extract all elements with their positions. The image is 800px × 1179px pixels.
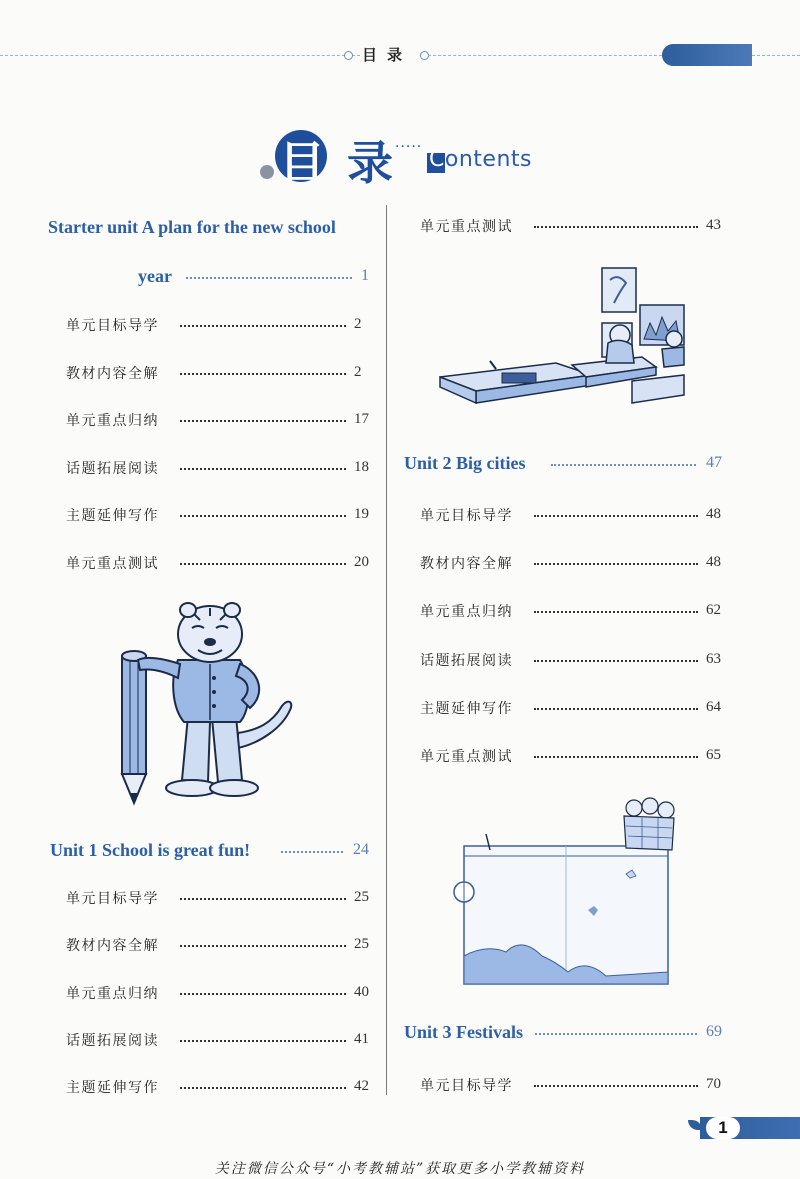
toc-section-label[interactable]: 教材内容全解 [66,365,159,382]
toc-section-leader [180,898,346,900]
toc-section-label[interactable]: 单元重点测试 [420,749,513,765]
toc-section-leader [180,563,346,565]
title-char-2: 录 [347,136,393,190]
toc-section-leader [534,1085,698,1087]
toc-section-label[interactable]: 话题拓展阅读 [66,460,159,477]
toc-section-leader [180,515,346,517]
toc-section-leader [180,945,346,947]
toc-section-leader [534,708,698,710]
children-icon [624,798,674,850]
toc-section-page: 2 [354,316,362,332]
toc-section-page: 42 [354,1078,369,1095]
starter-leader [186,277,352,279]
title-english [429,147,532,172]
toc-section-label[interactable]: 教材内容全解 [420,556,513,573]
toc-section-label[interactable]: 主题延伸写作 [66,508,159,524]
toc-section-label[interactable]: 单元重点归纳 [420,604,513,621]
toc-section-page: 48 [706,554,721,571]
toc-section-leader [180,468,346,470]
toc-section-page: 18 [354,458,369,475]
unit3-leader [535,1033,697,1035]
toc-section-page: 62 [706,602,721,619]
classroom-illustration [436,265,686,415]
toc-section-leader [534,611,698,613]
toc-section-leader [180,1087,346,1089]
toc-section-label[interactable]: 主题延伸写作 [66,1080,159,1097]
header-dot-left [344,51,353,60]
toc-section-label[interactable]: 单元重点归纳 [66,413,159,429]
title-dot [260,165,274,179]
map-illustration [446,796,686,992]
page-header [0,0,800,80]
poster-icon [602,268,636,312]
toc-section-label[interactable]: 话题拓展阅读 [66,1032,159,1049]
header-tab [662,44,752,66]
header-rule-left [0,55,360,56]
toc-section-page: 64 [706,698,721,715]
footer-note: 关注微信公众号“小考教辅站”获取更多小学教辅资料 [214,1161,586,1177]
toc-section-label[interactable]: 单元重点测试 [66,555,159,572]
toc-section-label[interactable]: 主题延伸写作 [420,700,513,717]
header-rule-right [428,55,662,56]
unit2-leader [551,464,696,466]
toc-section-page: 63 [706,650,721,667]
toc-section-label[interactable]: 单元目标导学 [420,508,513,524]
unit1-page: 24 [353,841,369,858]
toc-section-leader [534,515,698,517]
toc-section-page: 48 [706,506,721,522]
toc-section-page: 19 [354,506,369,522]
unit3-title[interactable]: Unit 3 Festivals [404,1022,523,1042]
starter-page: 1 [361,267,369,284]
toc-section-page: 20 [354,553,369,570]
toc-section-page: 65 [706,747,721,763]
title-dots: ····· [395,139,423,155]
toc-section-page: 41 [354,1030,369,1047]
toc-section-label[interactable]: 单元目标导学 [66,891,159,907]
toc-section-label[interactable]: 教材内容全解 [66,938,159,955]
unit2-page: 47 [706,454,722,471]
unit2-title[interactable]: Unit 2 Big cities [404,453,526,473]
starter-unit-title-line2[interactable]: year [138,266,172,286]
toc-section-leader [534,756,698,758]
column-divider [386,205,387,1095]
unit1-leader [281,851,343,853]
toc-section-leader [180,1040,346,1042]
toc-section-leader [180,325,346,327]
toc-section-page: 25 [354,936,369,953]
right-top-section-page: 43 [706,217,721,233]
toc-section-leader [534,660,698,662]
toc-section-label[interactable]: 话题拓展阅读 [420,652,513,669]
starter-unit-title-line1[interactable]: Starter unit A plan for the new school [48,217,336,237]
toc-section-label[interactable]: 单元目标导学 [66,318,159,334]
toc-section-page: 25 [354,889,369,905]
header-title: 目录 [361,46,412,64]
toc-section-page: 2 [354,363,362,380]
toc-section-page: 17 [354,411,369,427]
header-rule-far [752,55,800,56]
toc-section-label[interactable]: 单元目标导学 [420,1078,513,1094]
right-top-section-label[interactable]: 单元重点测试 [420,219,513,235]
unit1-title[interactable]: Unit 1 School is great fun! [50,840,251,860]
toc-section-page: 70 [706,1076,721,1092]
toc-section-page: 40 [354,983,369,1000]
title-char-1: 目 [279,136,325,190]
toc-section-leader [534,563,698,565]
title-english-first: C [429,147,445,172]
toc-section-leader [180,420,346,422]
right-top-section-leader [534,226,698,228]
page-number: 1 [706,1117,740,1139]
unit3-page: 69 [706,1023,722,1040]
toc-section-leader [180,373,346,375]
pencil-icon [122,651,146,803]
toc-section-leader [180,993,346,995]
tiger-illustration [110,598,310,808]
contents-title [255,125,555,195]
toc-section-label[interactable]: 单元重点归纳 [66,985,159,1002]
title-english-rest: ontents [444,147,532,172]
